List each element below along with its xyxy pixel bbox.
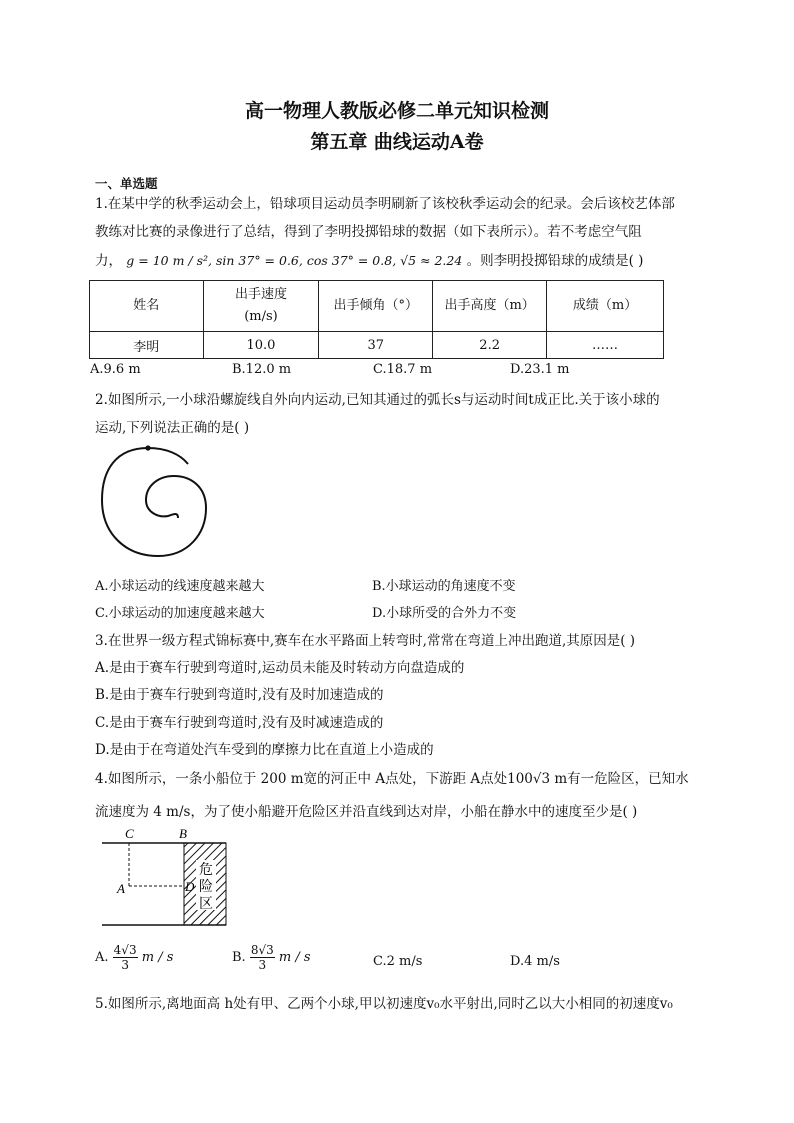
q1-text-line3 [95, 249, 643, 269]
q4-option-d[interactable]: D.4 m/s [510, 954, 560, 969]
danger-char-1: 危 [199, 862, 213, 878]
q1-formula: g = 10 m / s², sin 37° = 0.6, cos 37° = 0.8, √5 ≈ 2.24 [126, 253, 463, 268]
fraction-numerator: 8√3 [250, 943, 274, 957]
table-cell: …… [547, 332, 664, 359]
q1-line3-start: 力， [95, 253, 122, 269]
fraction [113, 943, 138, 972]
option-prefix: A. [95, 950, 109, 965]
q2-text-line2: 运动,下列说法正确的是( ) [95, 420, 250, 436]
table-header-cell: 出手倾角（°） [319, 281, 433, 332]
table-cell: 李明 [90, 332, 204, 359]
q1-text-line2: 教练对比赛的录像进行了总结，得到了李明投掷铅球的数据（如下表所示）。若不考虑空气阻 [95, 224, 642, 240]
q1-option-a[interactable]: A.9.6 m [90, 362, 141, 377]
fraction-denominator: 3 [258, 958, 267, 972]
q1-line3-end: 。则李明投掷铅球的成绩是( ) [466, 253, 644, 269]
q4-text-line2: 流速度为 4 m/s，为了使小船避开危险区并沿直线到达对岸，小船在静水中的速度至少是( ) [95, 804, 638, 820]
danger-char-2: 险 [199, 879, 213, 895]
q3-option-a[interactable]: A.是由于赛车行驶到弯道时,运动员未能及时转动方向盘造成的 [95, 660, 465, 676]
q2-option-d[interactable]: D.小球所受的合外力不变 [372, 606, 517, 621]
q4-text-line1: 4.如图所示，一条小船位于 200 m宽的河正中 A点处，下游距 A点处100√3 m有一危险区，已知水 [95, 771, 689, 787]
table-header-cell: 姓名 [90, 281, 204, 332]
q4-option-b[interactable] [232, 943, 311, 972]
page-title: 高一物理人教版必修二单元知识检测 [244, 100, 549, 122]
table-cell: 10.0 [203, 332, 319, 359]
q4-option-c[interactable]: C.2 m/s [373, 954, 423, 969]
label-a: A [117, 881, 125, 896]
q5-text-line1: 5.如图所示,离地面高 h处有甲、乙两个小球,甲以初速度v₀水平射出,同时乙以大小相同的初速度v₀ [95, 996, 673, 1012]
spiral-figure [96, 442, 216, 564]
option-unit: m / s [278, 950, 311, 965]
label-c: C [125, 826, 134, 841]
section-heading: 一、单选题 [95, 176, 158, 191]
danger-char-3: 区 [199, 896, 213, 912]
q1-text-line1: 1.在某中学的秋季运动会上，铅球项目运动员李明刷新了该校秋季运动会的纪录。会后该校艺体部 [95, 196, 675, 212]
q1-option-b[interactable]: B.12.0 m [232, 362, 292, 377]
q2-option-b[interactable]: B.小球运动的角速度不变 [372, 579, 516, 594]
table-cell: 37 [319, 332, 433, 359]
page-subtitle: 第五章 曲线运动A卷 [310, 131, 484, 153]
q4-option-a[interactable] [95, 943, 173, 972]
q2-option-a[interactable]: A.小球运动的线速度越来越大 [95, 579, 265, 594]
q2-text-line1: 2.如图所示,一小球沿螺旋线自外向内运动,已知其通过的弧长s与运动时间t成正比.关于该小球的 [95, 392, 660, 408]
ball-dot [145, 445, 150, 450]
table-header-cell: 出手高度（m） [433, 281, 547, 332]
river-figure [96, 824, 236, 934]
option-unit: m / s [141, 950, 174, 965]
header-line: (m/s) [244, 309, 278, 324]
fraction [250, 943, 275, 972]
table-header-cell [203, 281, 319, 332]
q2-option-c[interactable]: C.小球运动的加速度越来越大 [95, 606, 265, 621]
header-line: 出手速度 [234, 287, 287, 302]
table-header-row [90, 281, 664, 332]
q1-option-c[interactable]: C.18.7 m [373, 362, 433, 377]
q3-option-c[interactable]: C.是由于赛车行驶到弯道时,没有及时减速造成的 [95, 715, 384, 731]
table-header-cell: 成绩（m） [547, 281, 664, 332]
q1-data-table [89, 280, 664, 359]
label-d: D [185, 879, 195, 894]
table-row [90, 332, 664, 359]
option-prefix: B. [232, 950, 246, 965]
q3-option-b[interactable]: B.是由于赛车行驶到弯道时,没有及时加速造成的 [95, 687, 384, 703]
q3-option-d[interactable]: D.是由于在弯道处汽车受到的摩擦力比在直道上小造成的 [95, 742, 434, 758]
label-b: B [179, 826, 187, 841]
q1-option-d[interactable]: D.23.1 m [510, 362, 570, 377]
q3-text-line1: 3.在世界一级方程式锦标赛中,赛车在水平路面上转弯时,常常在弯道上冲出跑道,其原因是( ) [95, 633, 636, 649]
table-cell: 2.2 [433, 332, 547, 359]
fraction-numerator: 4√3 [113, 943, 137, 957]
fraction-denominator: 3 [121, 958, 129, 972]
